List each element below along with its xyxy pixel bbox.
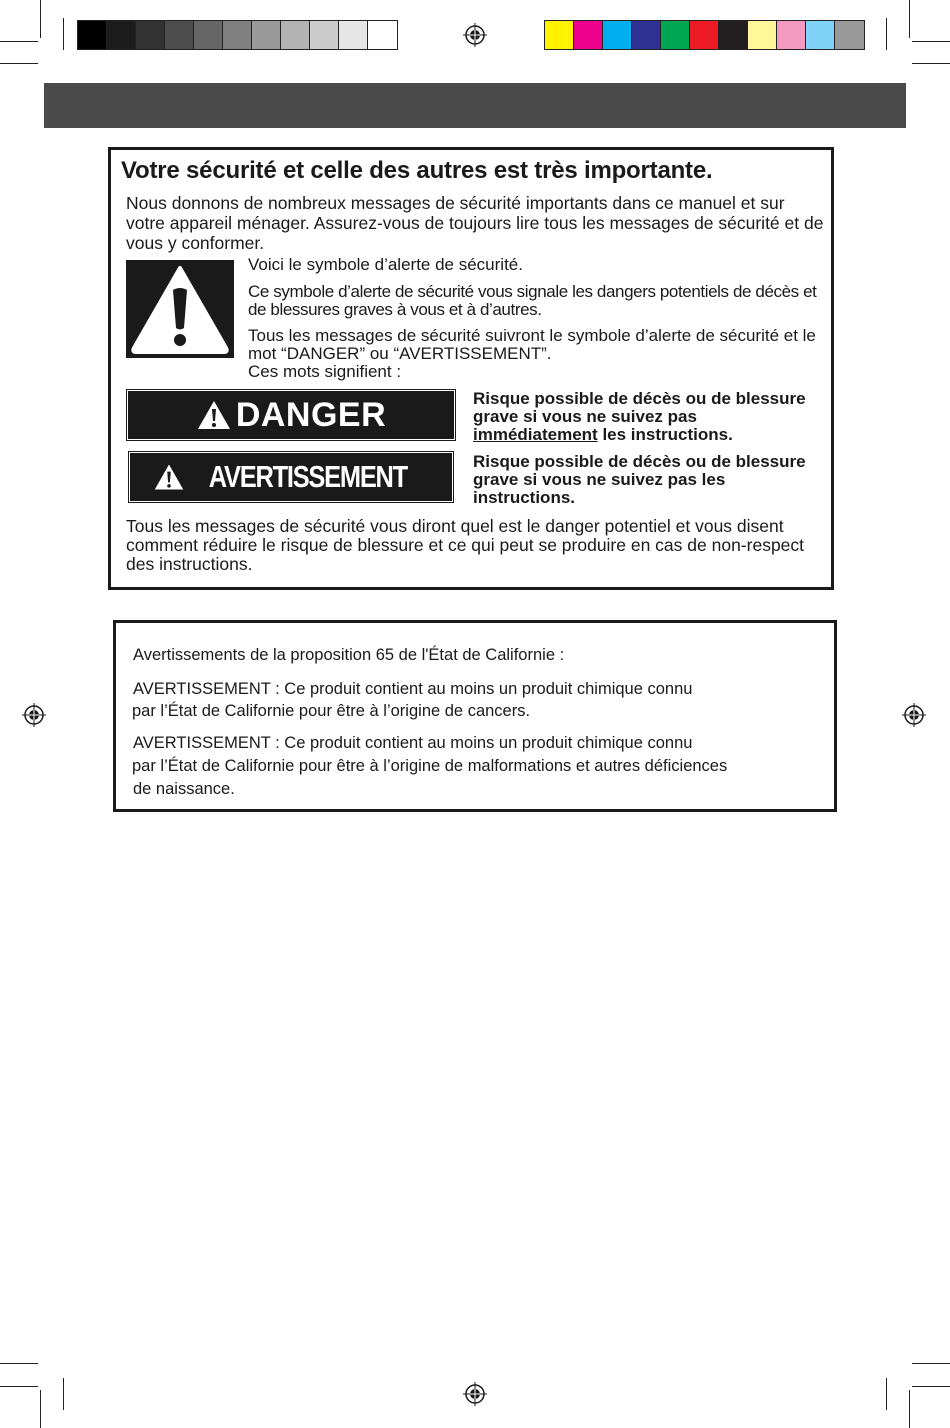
color-swatch xyxy=(368,21,397,49)
color-swatch xyxy=(603,21,632,49)
warning-triangle-icon xyxy=(153,462,185,492)
color-swatch xyxy=(165,21,194,49)
words-mean: Ces mots signifient : xyxy=(248,362,402,381)
crop-mark xyxy=(0,63,38,64)
color-swatch xyxy=(194,21,223,49)
crop-mark xyxy=(912,1363,950,1364)
crop-mark xyxy=(63,1378,64,1410)
safety-notice-box xyxy=(108,147,834,590)
prop65-heading: Avertissements de la proposition 65 de l'État de Californie : xyxy=(133,646,565,664)
crop-mark xyxy=(912,63,950,64)
color-swatch xyxy=(252,21,281,49)
crop-mark xyxy=(886,18,887,50)
color-swatch xyxy=(806,21,835,49)
color-swatch xyxy=(835,21,864,49)
warning-triangle-icon xyxy=(126,260,234,358)
header-band xyxy=(44,83,906,128)
crop-mark xyxy=(63,18,64,50)
crop-mark xyxy=(886,1378,887,1410)
color-swatch xyxy=(223,21,252,49)
prop65-notice-box xyxy=(113,620,837,812)
crop-mark xyxy=(909,1390,910,1428)
color-swatch xyxy=(661,21,690,49)
crop-mark xyxy=(909,0,910,38)
crop-mark xyxy=(0,41,38,42)
danger-risk-text-start: Risque possible de décès ou de blessure grave si vous ne suivez pas xyxy=(473,389,806,426)
color-swatch xyxy=(107,21,136,49)
color-swatch xyxy=(719,21,748,49)
danger-label: DANGER xyxy=(235,395,387,434)
color-swatch xyxy=(78,21,107,49)
prop65-warning1-line2: par l’État de Californie pour être à l’origine de cancers. xyxy=(132,702,531,720)
color-swatch xyxy=(281,21,310,49)
safety-title: Votre sécurité et celle des autres est très importante. xyxy=(121,157,713,184)
registration-mark-icon xyxy=(22,703,46,727)
warning-label: AVERTISSEMENT xyxy=(208,459,408,494)
safety-intro: Nous donnons de nombreux messages de sécurité importants dans ce manuel et sur votre appareil ménager. Assurez-vous de toujours lire tous les messages de sécurité et de vous y conformer. xyxy=(126,193,824,253)
danger-risk-text-end: les instructions. xyxy=(602,425,733,444)
follow-line: Tous les messages de sécurité suivront le symbole d’alerte de sécurité et le mot “DANGER” ou “AVERTISSEMENT”. xyxy=(248,326,816,363)
symbol-meaning: Ce symbole d’alerte de sécurité vous signale les dangers potentiels de décès et de blessures graves à vous et à d’autres. xyxy=(248,282,817,319)
registration-mark-icon xyxy=(463,23,487,47)
process-color-bar xyxy=(544,20,865,50)
registration-mark-icon xyxy=(902,703,926,727)
prop65-warning2-line2: par l’État de Californie pour être à l’origine de malformations et autres déficiences xyxy=(132,757,728,775)
crop-mark xyxy=(912,41,950,42)
safety-outro: Tous les messages de sécurité vous diront quel est le danger potentiel et vous disent comment réduire le risque de blessure et ce qui peut se produire en cas de non-respect des instructions. xyxy=(126,516,805,574)
safety-alert-symbol xyxy=(126,260,234,358)
color-swatch xyxy=(310,21,339,49)
prop65-warning2-line3: de naissance. xyxy=(133,780,235,798)
warning-risk-text: Risque possible de décès ou de blessure grave si vous ne suivez pas les instructions. xyxy=(473,452,806,507)
registration-mark-icon xyxy=(463,1382,487,1406)
color-swatch xyxy=(632,21,661,49)
symbol-line: Voici le symbole d’alerte de sécurité. xyxy=(248,255,523,274)
color-swatch xyxy=(748,21,777,49)
color-swatch xyxy=(777,21,806,49)
danger-signal-bar xyxy=(127,390,455,440)
warning-signal-bar xyxy=(129,452,453,502)
danger-risk-emphasis: immédiatement xyxy=(473,425,598,444)
crop-mark xyxy=(0,1363,38,1364)
color-swatch xyxy=(136,21,165,49)
danger-risk-text xyxy=(473,390,823,444)
crop-mark xyxy=(40,1390,41,1428)
color-swatch xyxy=(339,21,368,49)
color-swatch xyxy=(545,21,574,49)
crop-mark xyxy=(40,0,41,38)
prop65-warning1-line1: AVERTISSEMENT : Ce produit contient au moins un produit chimique connu xyxy=(133,680,693,698)
crop-mark xyxy=(912,1386,950,1387)
color-swatch xyxy=(690,21,719,49)
warning-triangle-icon xyxy=(196,399,232,431)
crop-mark xyxy=(0,1386,38,1387)
prop65-warning2-line1: AVERTISSEMENT : Ce produit contient au moins un produit chimique connu xyxy=(133,734,693,752)
color-swatch xyxy=(574,21,603,49)
grayscale-color-bar xyxy=(77,20,398,50)
